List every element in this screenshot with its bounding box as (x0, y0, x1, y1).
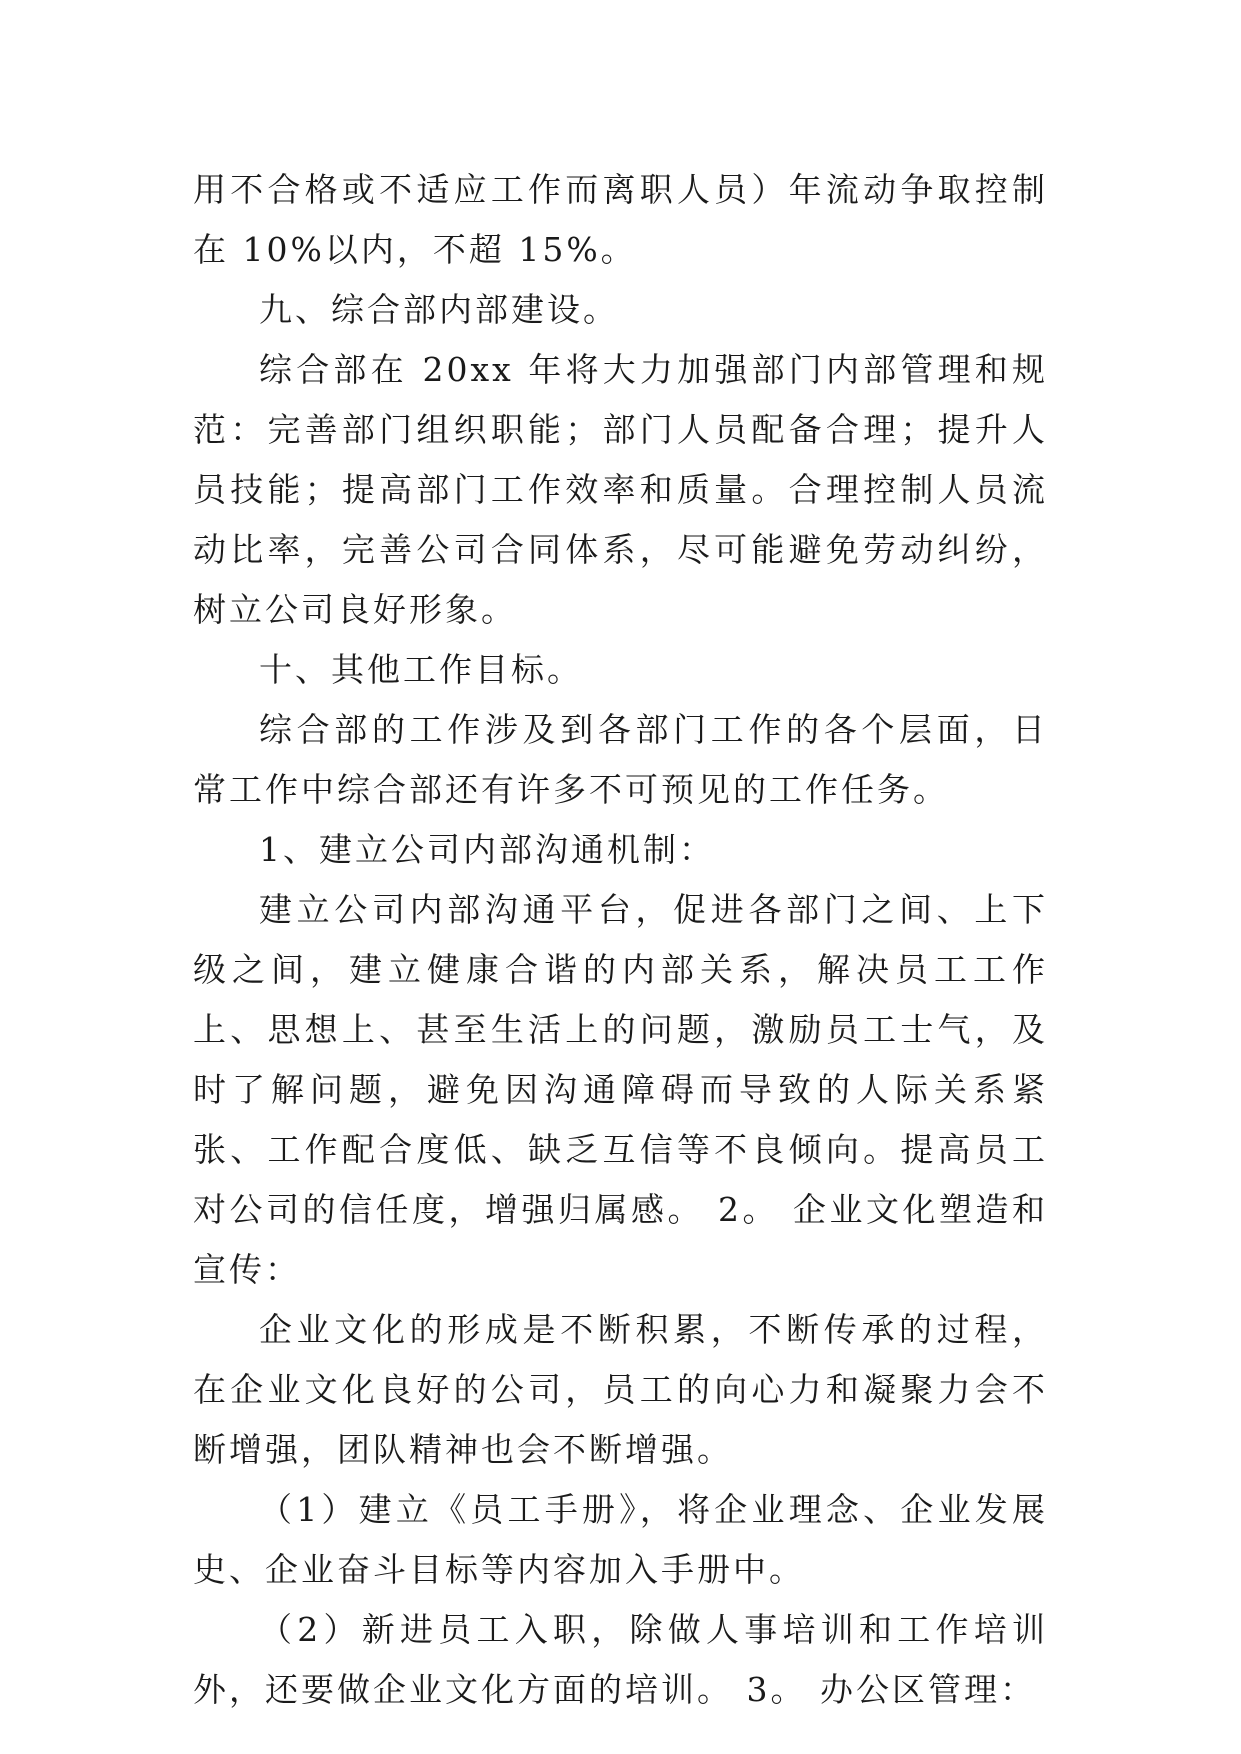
list-item: （1）建立《员工手册》，将企业理念、企业发展史、企业奋斗目标等内容加入手册中。 (193, 1490, 1048, 1589)
subsection-heading: 1、建立公司内部沟通机制： (259, 830, 715, 869)
paragraph: 综合部的工作涉及到各部门工作的各个层面，日常工作中综合部还有许多不可预见的工作任务。 (193, 710, 1048, 809)
paragraph: 企业文化的形成是不断积累，不断传承的过程，在企业文化良好的公司，员工的向心力和凝聚力会不断增强，团队精神也会不断增强。 (193, 1310, 1048, 1469)
section-heading: 十、其他工作目标。 (259, 650, 583, 689)
document-body (193, 160, 1048, 1720)
paragraph: 综合部在 20xx 年将大力加强部门内部管理和规范：完善部门组织职能；部门人员配备合理；提升人员技能；提高部门工作效率和质量。合理控制人员流动比率，完善公司合同体系，尽可能避免劳动纠纷，树立公司良好形象。 (193, 350, 1048, 629)
paragraph: 用不合格或不适应工作而离职人员）年流动争取控制在 10%以内，不超 15%。 (193, 170, 1048, 269)
paragraph: 建立公司内部沟通平台，促进各部门之间、上下级之间，建立健康合谐的内部关系，解决员工工作上、思想上、甚至生活上的问题，激励员工士气，及时了解问题，避免因沟通障碍而导致的人际关系紧张、工作配合度低、缺乏互信等不良倾向。提高员工对公司的信任度，增强归属感。 2。 企业文化塑造和宣传： (193, 890, 1048, 1289)
list-item: （2）新进员工入职，除做人事培训和工作培训外，还要做企业文化方面的培训。 3。 办公区管理： (193, 1610, 1048, 1709)
section-heading: 九、综合部内部建设。 (259, 290, 619, 329)
